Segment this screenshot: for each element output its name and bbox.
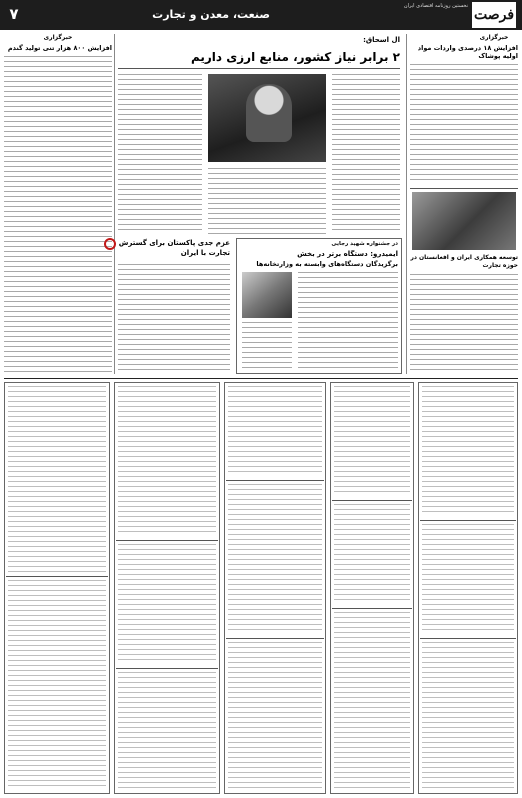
ad-text [228,386,322,476]
right-col-photo [412,192,516,250]
masthead-meta: نخستین روزنامه اقتصادی ایران [403,3,468,9]
main-photo [208,74,326,162]
divider [116,540,218,541]
right-col-headline-2: توسعه همکاری ایران و افغانستان در حوزه تجارت [410,254,518,269]
divider [6,576,108,577]
section-title: صنعت، معدن و تجارت [152,8,270,21]
divider [226,480,324,481]
divider [116,668,218,669]
pakistan-body [118,264,230,374]
right-col-body [410,64,518,184]
ad-text [422,524,514,634]
main-body-under-photo [208,168,326,234]
page-number: ۷ [9,5,19,23]
ad-text [422,386,514,516]
divider [332,500,412,501]
ad-text [118,544,216,664]
ad-text [118,386,216,536]
right-col-label: خبرگزاری [479,34,509,41]
award-headline-2: برگزیدگان دستگاه‌های وابسته به وزارتخانه‌ها [256,260,398,268]
divider [410,188,518,189]
column-rule [114,34,115,374]
ad-text [8,580,106,790]
main-body-left [118,74,202,234]
pakistan-headline: عزم جدی پاکستان برای گسترش تجارت با ایران [118,239,230,257]
ad-text [422,642,514,790]
page-header [0,0,522,30]
column-rule [406,34,407,374]
award-headline-1: ایمیدرو: دستگاه برتر در بخش [297,250,398,258]
portrait [246,84,292,142]
main-body-right [332,74,400,234]
right-col-body-2 [410,274,518,370]
award-photo [242,272,292,318]
award-body [298,272,398,370]
red-circle-marker [104,238,116,250]
right-col-headline: افزایش ۱۸ درصدی واردات مواد اولیه پوشاک [417,44,518,60]
award-kicker: در جشنواره شهید رجایی [331,241,398,247]
ad-text [8,386,106,572]
divider [420,520,516,521]
left-col-headline: افزایش ۸۰۰ هزار تنی تولید گندم [7,44,112,52]
left-col-label: خبرگزاری [43,34,73,41]
ad-text [228,484,322,634]
divider [420,638,516,639]
divider [332,608,412,609]
ad-text [334,612,410,790]
ad-text [118,672,216,790]
ad-text [334,386,410,496]
award-body-2 [242,322,292,370]
ad-text [334,504,410,604]
main-kicker: آل اسحاق: [363,36,400,44]
divider [226,638,324,639]
ad-text [228,642,322,790]
divider [118,68,400,69]
newspaper-logo: فرصت [472,2,516,28]
section-divider [4,378,518,379]
main-headline: ۲ برابر نیاز کشور، منابع ارزی داریم [190,50,400,64]
